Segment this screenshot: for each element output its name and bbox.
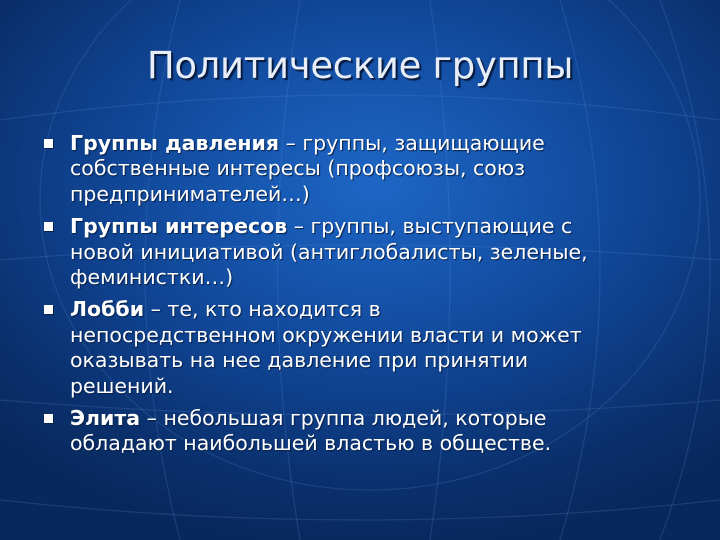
bullet-line (70, 131, 684, 156)
bullet-text: – те, кто находится в (150, 297, 381, 322)
bullet-list (44, 131, 684, 464)
bullet-line: новой инициативой (антиглобалисты, зеленые, (70, 239, 588, 264)
bullet-line: обладают наибольшей властью в обществе. (70, 431, 552, 456)
bullet-line: предпринимателей…) (70, 181, 310, 206)
bullet-line: собственные интересы (профсоюзы, союз (70, 156, 526, 181)
square-bullet-icon (44, 414, 53, 423)
square-bullet-icon (44, 139, 53, 148)
bullet-text: – небольшая группа людей, которые (146, 406, 547, 431)
bullet-item (44, 131, 684, 207)
square-bullet-icon (44, 222, 53, 231)
bullet-line: оказывать на нее давление при принятии (70, 348, 529, 373)
bullet-text: – группы, выступающие с (293, 214, 573, 239)
bullet-line: непосредственном окружении власти и может (70, 322, 582, 347)
bullet-line: феминистки…) (70, 265, 234, 290)
bullet-term: Группы давления (70, 131, 280, 155)
bullet-term: Лобби (70, 297, 145, 322)
bullet-line (70, 297, 684, 322)
bullet-item (44, 406, 684, 457)
bullet-text: – группы, защищающие (285, 131, 545, 155)
bullet-line (70, 406, 684, 431)
square-bullet-icon (44, 305, 53, 314)
bullet-term: Группы интересов (70, 214, 288, 239)
bullet-line (70, 214, 684, 239)
slide-title: Политические группы (146, 44, 574, 87)
bullet-item (44, 297, 684, 399)
bullet-item (44, 214, 684, 290)
bullet-term: Элита (70, 406, 141, 431)
bullet-line: решений. (70, 373, 174, 398)
